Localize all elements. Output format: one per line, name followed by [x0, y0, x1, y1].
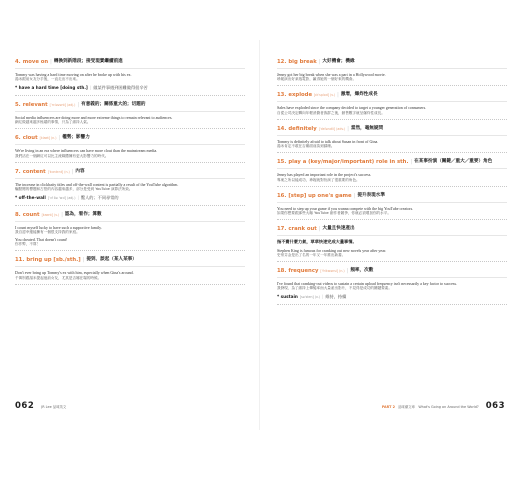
entry-pronunciation: [ˈrɛləvənt] (adj.) [49, 102, 76, 107]
example-chinese: 自從公司決定轉向年輕消費者族群之後，銷售數字就呈爆炸性成長。 [277, 110, 385, 115]
entry-number: 12. [277, 59, 287, 65]
dotted-divider [277, 219, 507, 220]
example-chinese: 網紅做越來越多極端的事情，只為了維持人氣。 [15, 120, 91, 125]
vocab-entry [15, 168, 245, 206]
entry-meaning: 內容 [75, 168, 85, 174]
vocab-entry [277, 267, 507, 305]
dotted-divider [277, 304, 507, 305]
entry-heading [277, 58, 507, 66]
dotted-divider [15, 205, 245, 206]
entry-number: 13. [277, 92, 287, 99]
separator-bar: | [410, 159, 413, 166]
example-chinese: 珍妮演出好萊塢電影，贏得她的一個好來的機會。 [277, 77, 357, 82]
vocab-entry [15, 256, 245, 284]
entry-pronunciation: [kaʊnt] (v.) [41, 212, 60, 217]
part-label: PART 2 [381, 405, 395, 409]
line-gap [15, 192, 245, 194]
entry-term: definitely [288, 125, 317, 132]
separator-bar: | [50, 59, 52, 65]
separator-bar: | [82, 257, 85, 264]
example-english: I've found that cranking-out videos to sustain a certain upload frequency isn't necessarily a key factor to success. [277, 280, 458, 286]
entry-heading [15, 256, 245, 264]
entry-rule [277, 202, 507, 203]
entry-number: 11. [15, 257, 25, 264]
example-english: You need to step up your game if you wanna compete with the big YouTube creators. [277, 205, 414, 211]
dotted-divider [277, 261, 507, 262]
left-page [15, 58, 245, 290]
dotted-divider [277, 85, 507, 86]
entry-rule [15, 111, 245, 112]
entry-number: 8. [15, 211, 21, 218]
dotted-divider [15, 250, 245, 251]
entry-pronunciation: [ˈfrikwənsi] (n.) [320, 268, 345, 273]
example-chinese: 湯米肯定不敢在吉娜面前談到蘇珊。 [277, 144, 335, 149]
entry-term: clout [22, 135, 38, 142]
dotted-divider [15, 128, 245, 129]
entry-heading [277, 267, 507, 275]
example-chinese: 我發現，為了維持上傳頻率而大量產出影片，不見得是成功的關鍵要素。 [277, 286, 392, 291]
example-chinese: 專案之所以能成功，珍妮就對扮演了很重要的角色。 [277, 177, 360, 182]
sub-term: * off-the-wall [15, 195, 46, 201]
example-chinese: 你作弊，不算！ [15, 242, 41, 247]
vocab-entry [277, 58, 507, 86]
entry-pronunciation: [ɪkˈsplod] (v.) [314, 93, 336, 98]
separator-bar: | [353, 192, 356, 199]
example-english: The increase in clickbaity titles and off-the-wall content is partially a result of the YouTube algorithm. [15, 181, 179, 187]
example-chinese: 我們活在一個網紅可以比主流媒體擁有更大影響力的時代。 [15, 153, 109, 158]
sub-term: * have a hard time [doing sth.] [15, 85, 88, 91]
entry-number: 17. [277, 226, 287, 233]
dotted-divider [277, 186, 507, 187]
entry-heading [277, 225, 507, 233]
entry-heading [15, 134, 245, 142]
sub-entry [277, 294, 507, 301]
sub-entry [15, 195, 245, 202]
vocab-entry [15, 58, 245, 96]
separator-bar: | [347, 125, 349, 132]
entry-number: 6. [15, 135, 21, 142]
page-number-left: 062 [15, 401, 35, 411]
page-number-right: 063 [485, 401, 505, 411]
left-footer [15, 401, 66, 411]
vocab-entry [277, 91, 507, 119]
page-gutter [259, 40, 260, 430]
entry-meaning: 提到、談起（某人某事） [86, 257, 137, 263]
entry-meaning: 提升表現水準 [357, 192, 385, 198]
dotted-divider [277, 119, 507, 120]
vocab-entry [15, 134, 245, 162]
entry-rule [277, 68, 507, 69]
separator-bar: | [321, 294, 324, 300]
entry-meaning: 轉換到新階段；接受現實繼續前進 [53, 59, 123, 64]
example-english: Jenny has played an important role in the project's success. [277, 172, 372, 178]
example-english: Sales have exploded since the company decided to target a younger generation of consumers. [277, 105, 427, 111]
entry-term: frequency [288, 267, 319, 274]
entry-rule [277, 135, 507, 136]
right-page [277, 58, 507, 310]
example-chinese: 如果你想要跟那些大咖 YouTube 創作者競爭，你就必須增加你的水平。 [277, 211, 391, 216]
entry-number: 15. [277, 159, 287, 166]
example-chinese: 史蒂芬金是出了名的一年又一年推出新書。 [277, 252, 346, 257]
entry-term: [step] up one's game [288, 192, 352, 199]
entry-rule [15, 68, 245, 69]
entry-rule [277, 101, 507, 102]
separator-bar: | [58, 135, 61, 142]
entry-term: count [22, 211, 40, 218]
separator-bar: | [346, 267, 349, 274]
entry-meaning: 有意義的；關係重大的；切題的 [81, 101, 146, 107]
entry-number: 18. [277, 267, 287, 274]
entry-pronunciation: [klaʊt] (n.) [39, 136, 57, 141]
separator-bar: | [61, 211, 63, 218]
entry-term: play a (key/major/important) role in sth. [288, 159, 409, 166]
separator-bar: | [318, 59, 321, 65]
entry-rule [15, 178, 245, 179]
entry-heading [277, 192, 507, 200]
entry-term: move on [22, 59, 49, 65]
vocab-entry [277, 158, 507, 186]
separator-bar: | [71, 168, 74, 175]
sub-meaning: 做某件事遇到困難做得很辛苦 [93, 85, 148, 91]
book-title: JR Lee 品味英文 [41, 405, 67, 409]
entry-heading [277, 91, 507, 99]
entry-rule [15, 266, 245, 267]
entry-meaning: 在某事扮演（關鍵／重大／重要）角色 [414, 159, 493, 165]
separator-bar: | [337, 92, 339, 99]
entry-term: relevant [22, 101, 48, 108]
example-english: Stephen King is famous for cranking out new novels year after year. [277, 247, 387, 253]
entry-meaning: 權勢；影響力 [62, 135, 90, 141]
vocab-entry [277, 192, 507, 220]
example-chinese: 騙點閱的標題和古怪的內容越來越多，部分是受到 YouTube 演算法所致。 [15, 187, 133, 192]
line-gap [277, 291, 507, 293]
entry-meaning: 當然，毫無疑問 [350, 125, 384, 131]
example-chinese: 我自認幸運能擁有一個很支持我的家庭。 [15, 230, 80, 235]
entry-heading [15, 211, 245, 219]
separator-bar: | [77, 195, 79, 201]
dotted-divider [15, 284, 245, 285]
entry-term: explode [288, 92, 313, 99]
example-english: Don't ever bring up Tommy's ex with him, especially when Gina's around. [15, 270, 134, 276]
separator-bar: | [318, 226, 321, 233]
entry-number: 16. [277, 192, 287, 199]
dotted-divider [277, 152, 507, 153]
separator-bar: | [77, 101, 80, 108]
example-chinese: 千萬別跟湯米提起他前女友，尤其是吉娜在場的時候。 [15, 275, 102, 280]
chapter-title: 品味潮文章 What's Going on Around the World? [397, 405, 479, 409]
sub-meaning: 驚人的；不同尋常的 [80, 195, 119, 201]
sub-term: 指不費什麼力氣，草草快速完成大量事情。 [277, 239, 357, 245]
example-english: You cheated. That doesn't count! [15, 237, 68, 243]
entry-rule [277, 235, 507, 236]
entry-heading [277, 125, 507, 133]
sub-entry [15, 85, 245, 92]
entry-number: 14. [277, 125, 287, 132]
dotted-divider [15, 95, 245, 96]
entry-meaning: 大好機會；機緣 [322, 59, 355, 64]
dotted-divider [15, 162, 245, 163]
entry-meaning: 認為，看作；算數 [64, 211, 102, 217]
entry-number: 7. [15, 168, 21, 175]
entry-number: 4. [15, 59, 21, 65]
entry-heading [277, 158, 507, 166]
entry-rule [277, 277, 507, 278]
example-chinese: 湯米跟前女友分手後，一直走出不出來。 [15, 77, 80, 82]
vocab-entry [15, 101, 245, 129]
entry-number: 5. [15, 101, 21, 108]
example-english: I count myself lucky to have such a supportive family. [15, 224, 102, 230]
entry-rule [15, 144, 245, 145]
entry-rule [15, 221, 245, 222]
example-english: Jenny got her big break when she was a part in a Hollywood movie. [277, 72, 386, 77]
entry-heading [15, 168, 245, 176]
entry-pronunciation: [ˈkɑntɛnt] (n.) [47, 169, 70, 174]
sub-pronunciation: [ˈɔf ðə ˈwɔl] (adj.) [47, 196, 76, 201]
entry-rule [277, 168, 507, 169]
entry-heading [15, 58, 245, 66]
sub-meaning: 維持，持續 [325, 294, 347, 300]
separator-bar: | [89, 85, 92, 91]
entry-term: bring up [sb./sth.] [26, 257, 81, 264]
example-english: Tommy is definitely afraid to talk about Susan in front of Gina. [277, 138, 379, 144]
example-english: We're living in an era where influencers can have more clout than the mainstream media. [15, 148, 158, 154]
sub-term: * sustain [277, 294, 298, 300]
entry-meaning: 激增，爆炸性成長 [340, 92, 378, 98]
example-english: Tommy was having a hard time moving on after he broke up with his ex. [15, 72, 132, 77]
entry-meaning: 頻率，次數 [350, 267, 374, 273]
vocab-entry [277, 125, 507, 153]
entry-meaning: 大量且快速產出 [322, 226, 355, 232]
vocab-entry [15, 211, 245, 252]
entry-term: crank out [288, 226, 317, 233]
entry-term: big break [288, 59, 317, 65]
example-english: Social media influencers are doing more and more extreme things to remain relevant to audiences. [15, 114, 173, 120]
sub-pronunciation: [səˈsten] (v.) [299, 295, 320, 300]
entry-pronunciation: [ˈdɛfənɪtli] (adv.) [318, 126, 346, 131]
vocab-entry [277, 225, 507, 262]
right-footer [382, 401, 505, 411]
entry-heading [15, 101, 245, 109]
entry-term: content [22, 168, 46, 175]
